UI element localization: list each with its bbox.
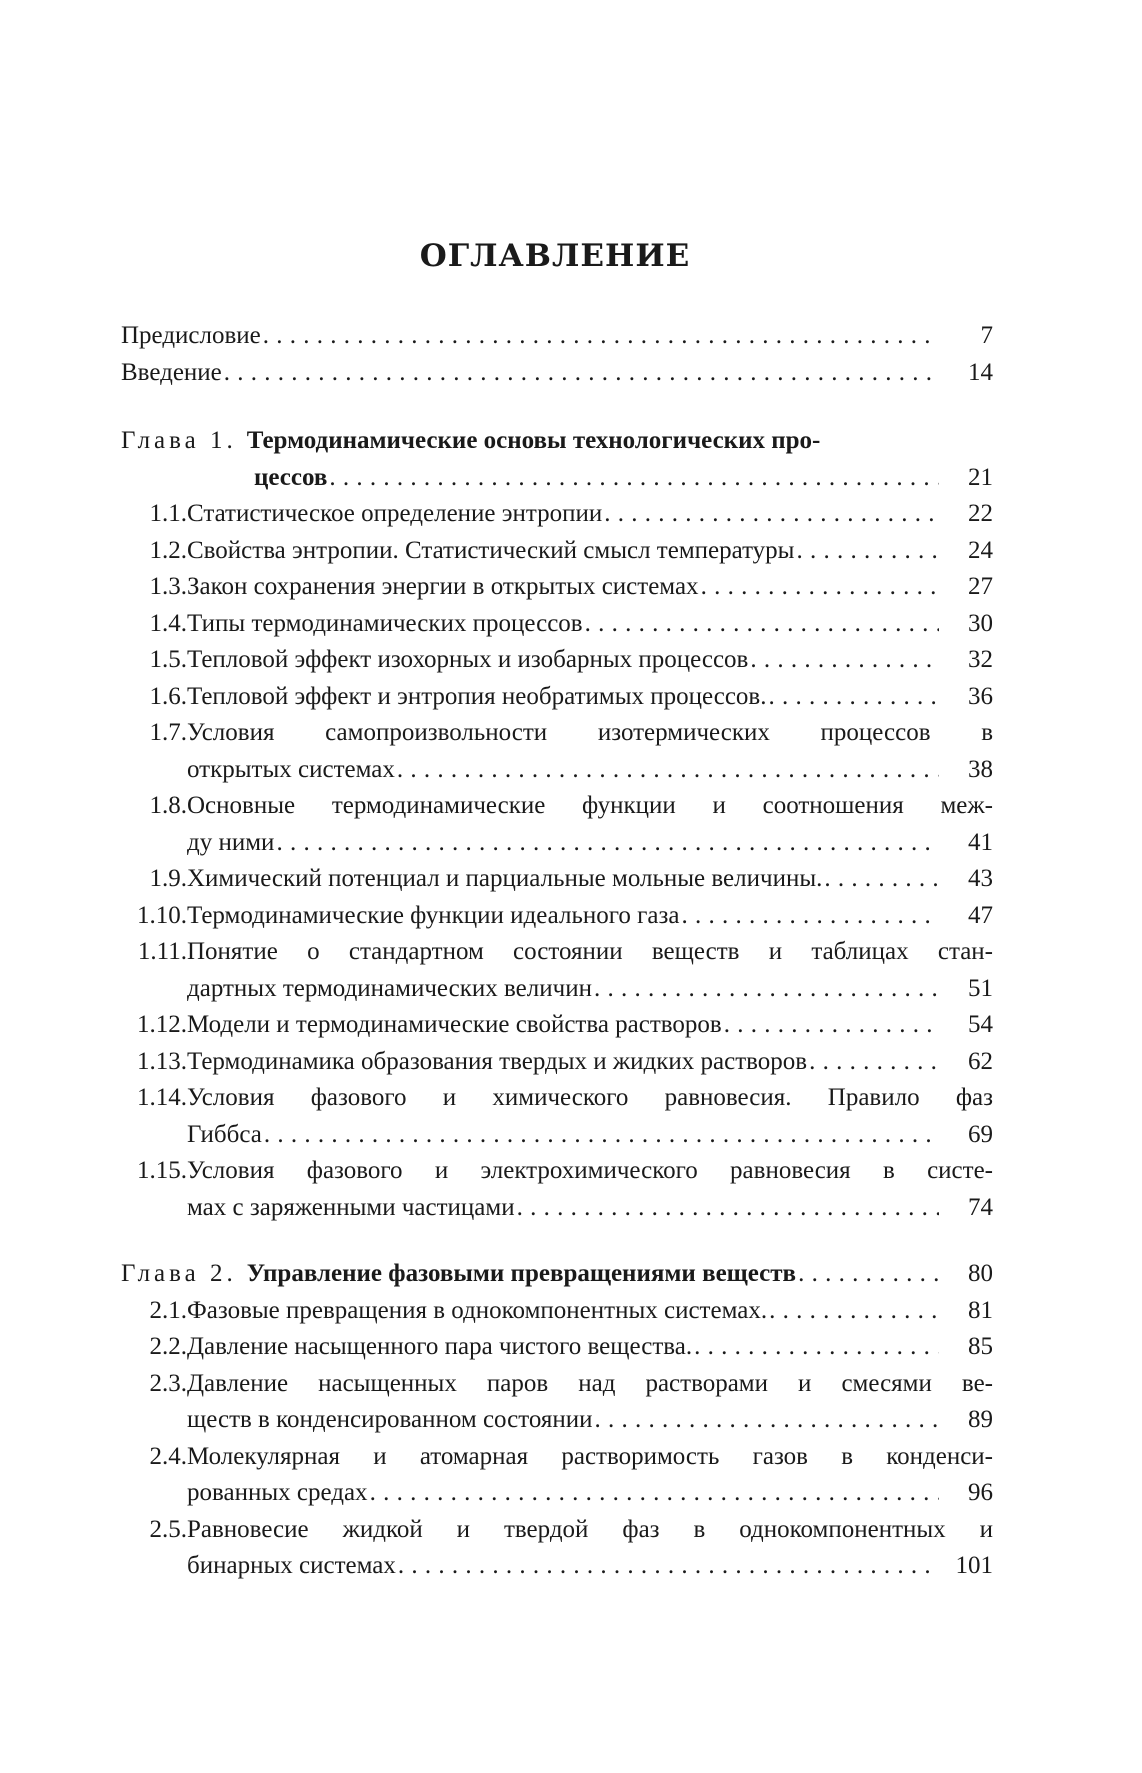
page-number: 30 (968, 609, 993, 637)
section-number: 1.13. (137, 1047, 187, 1075)
toc-section-entry[interactable] (121, 1512, 993, 1585)
dot-leader (694, 1329, 939, 1366)
dot-leader (398, 1548, 939, 1585)
toc-section-entry[interactable] (121, 496, 993, 533)
chapter-title: Управление фазовыми превращениями веществ (246, 1260, 797, 1287)
dot-leader (798, 1256, 939, 1293)
section-number: 2.5. (149, 1515, 187, 1543)
toc-section-entry[interactable] (121, 1439, 993, 1512)
section-title: Термодинамические функции идеального газа (187, 901, 680, 929)
section-number: 2.1. (149, 1296, 187, 1324)
section-title: Термодинамика образования твердых и жидких растворов (187, 1047, 808, 1075)
chapter-title: Термодинамические основы технологических про- (246, 427, 821, 454)
page-number: 85 (968, 1333, 993, 1360)
page-number: 81 (968, 1296, 993, 1324)
section-title: Условия самопроизвольности изотермических процессов в (187, 719, 993, 746)
dot-leader (517, 1190, 939, 1227)
toc-section-entry[interactable] (121, 569, 993, 606)
chapter-title-continued: цессов (254, 463, 328, 491)
section-title: Тепловой эффект изохорных и изобарных процессов (187, 646, 749, 673)
section-title: Давление насыщенных паров над растворами и смесями ве- (187, 1369, 993, 1397)
page-number: 47 (968, 901, 993, 929)
toc-section-entry[interactable] (121, 934, 993, 1007)
dot-leader (595, 1402, 939, 1439)
section-number: 1.8. (149, 792, 187, 819)
dot-leader (370, 1475, 939, 1512)
section-title: Давление насыщенного пара чистого вещества. (187, 1333, 693, 1360)
page-number: 62 (968, 1047, 993, 1075)
section-title: Модели и термодинамические свойства растворов (187, 1011, 722, 1038)
toc-section-entry[interactable] (121, 1329, 993, 1366)
page-number: 41 (968, 828, 993, 856)
toc-chapter-1[interactable] (121, 423, 993, 496)
dot-leader (769, 1293, 939, 1330)
section-title: Равновесие жидкой и твердой фаз в однокомпонентных и (187, 1515, 993, 1543)
section-title-continued: ду ними (187, 828, 275, 856)
page-title: ОГЛАВЛЕНИЕ (419, 238, 691, 274)
page-number: 43 (968, 865, 993, 892)
chapter-label: Глава 1. (121, 427, 237, 454)
section-title: Закон сохранения энергии в открытых системах (187, 573, 699, 600)
dot-leader (276, 825, 939, 862)
toc-section-entry[interactable] (121, 1293, 993, 1330)
section-number: 1.15. (137, 1157, 187, 1184)
page-number: 89 (968, 1406, 993, 1433)
toc-entry-preface[interactable] (121, 318, 993, 355)
toc-entry-introduction[interactable] (121, 355, 993, 392)
toc-section-entry[interactable] (121, 1080, 993, 1153)
section-number: 1.10. (137, 901, 187, 929)
toc-section-entry[interactable] (121, 861, 993, 898)
section-title: Фазовые превращения в однокомпонентных системах. (187, 1296, 768, 1324)
page-number: 74 (968, 1193, 993, 1221)
section-title-continued: мах с заряженными частицами (187, 1193, 515, 1221)
page-number: 80 (968, 1260, 993, 1287)
toc-section-entry[interactable] (121, 642, 993, 679)
page-number: 101 (955, 1552, 993, 1579)
section-number: 2.2. (149, 1333, 187, 1360)
page-number: 69 (968, 1120, 993, 1148)
section-number: 1.12. (137, 1011, 187, 1038)
section-title: Основные термодинамические функции и соотношения меж- (187, 792, 993, 819)
page-number: 54 (968, 1011, 993, 1038)
chapter-label: Глава 2. (121, 1260, 237, 1287)
toc-entry-text: Введение (121, 358, 222, 386)
page-number: 36 (968, 682, 993, 710)
section-title: Условия фазового и химического равновесия. Правило фаз (187, 1084, 993, 1111)
section-number: 1.14. (137, 1084, 187, 1111)
page-number: 21 (968, 463, 993, 491)
dot-leader (604, 496, 939, 533)
page-number: 27 (968, 573, 993, 600)
page-number: 96 (968, 1479, 993, 1506)
dot-leader (796, 533, 939, 570)
dot-leader (585, 606, 939, 643)
section-title: Молекулярная и атомарная растворимость газов в конденси- (187, 1442, 993, 1470)
dot-leader (768, 679, 939, 716)
page-number: 14 (968, 358, 993, 386)
dot-leader (724, 1007, 939, 1044)
toc-section-entry[interactable] (121, 1044, 993, 1081)
dot-leader (824, 861, 939, 898)
section-title-continued: дартных термодинамических величин (187, 974, 592, 1002)
toc-section-entry[interactable] (121, 1366, 993, 1439)
section-number: 1.11. (137, 938, 187, 965)
dot-leader (264, 1117, 939, 1154)
toc-section-entry[interactable] (121, 788, 993, 861)
section-number: 2.4. (149, 1442, 187, 1470)
section-title: Типы термодинамических процессов (187, 609, 583, 637)
section-number: 1.9. (149, 865, 187, 892)
dot-leader (750, 642, 939, 679)
table-of-contents (121, 318, 993, 1585)
page-number: 24 (968, 536, 993, 564)
dot-leader (397, 752, 939, 789)
section-title-continued: открытых системах (187, 755, 395, 783)
dot-leader (263, 318, 939, 355)
toc-entry-text: Предисловие (121, 322, 261, 349)
toc-section-entry[interactable] (121, 679, 993, 716)
toc-section-entry[interactable] (121, 898, 993, 935)
section-title: Свойства энтропии. Статистический смысл температуры (187, 536, 795, 564)
dot-leader (329, 460, 939, 497)
section-title-continued: бинарных системах (187, 1552, 396, 1579)
toc-section-entry[interactable] (121, 533, 993, 570)
section-title: Тепловой эффект и энтропия необратимых процессов. (187, 682, 767, 710)
dot-leader (681, 898, 939, 935)
dot-leader (224, 355, 939, 392)
page-number: 32 (968, 646, 993, 673)
section-title-continued: Гиббса (187, 1120, 262, 1148)
section-number: 1.3. (149, 573, 187, 600)
section-number: 1.4. (149, 609, 187, 637)
section-title: Статистическое определение энтропии (187, 500, 603, 527)
page-number: 51 (968, 974, 993, 1002)
section-number: 1.1. (149, 500, 187, 527)
section-title: Условия фазового и электрохимического равновесия в систе- (187, 1157, 993, 1184)
toc-section-entry[interactable] (121, 1153, 993, 1226)
page-number: 22 (968, 500, 993, 527)
section-number: 1.7. (149, 719, 187, 746)
dot-leader (701, 569, 939, 606)
section-number: 1.5. (149, 646, 187, 673)
dot-leader (809, 1044, 939, 1081)
dot-leader (594, 971, 939, 1008)
section-title-continued: ществ в конденсированном состоянии (187, 1406, 593, 1433)
page-number: 38 (968, 755, 993, 783)
section-number: 2.3. (149, 1369, 187, 1397)
section-title: Химический потенциал и парциальные мольные величины. (187, 865, 823, 892)
toc-section-entry[interactable] (121, 1007, 993, 1044)
section-number: 1.2. (149, 536, 187, 564)
section-title: Понятие о стандартном состоянии веществ и таблицах стан- (187, 938, 993, 965)
toc-chapter-2[interactable] (121, 1256, 993, 1293)
section-title-continued: рованных средах (187, 1479, 368, 1506)
toc-section-entry[interactable] (121, 715, 993, 788)
toc-section-entry[interactable] (121, 606, 993, 643)
section-number: 1.6. (149, 682, 187, 710)
page-number: 7 (980, 322, 993, 349)
